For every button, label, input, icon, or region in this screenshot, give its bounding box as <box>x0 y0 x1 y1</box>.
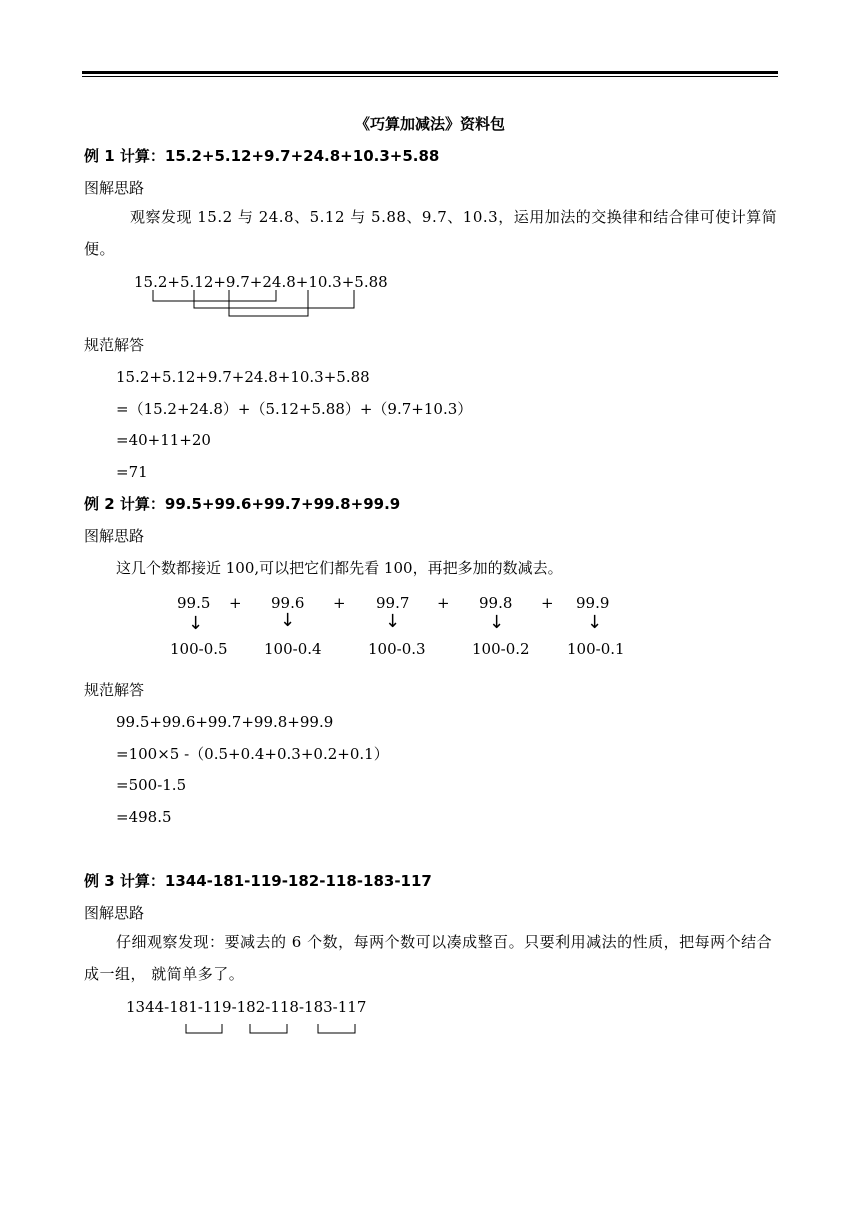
down-arrow-icon: ↓ <box>385 611 401 632</box>
example-2-heading: 例 2 计算：99.5+99.6+99.7+99.8+99.9 <box>84 495 401 513</box>
example-2-top-number: 99.9 <box>576 594 610 612</box>
example-2-step: =500-1.5 <box>116 776 187 794</box>
example-2-answer-label: 规范解答 <box>84 681 145 699</box>
example-2-step: =100×5 -（0.5+0.4+0.3+0.2+0.1） <box>116 745 389 763</box>
example-2-plus: + <box>437 594 450 612</box>
example-2-top-number: 99.6 <box>271 594 305 612</box>
example-1-heading: 例 1 计算：15.2+5.12+9.7+24.8+10.3+5.88 <box>84 147 440 165</box>
example-2-bottom-expr: 100-0.4 <box>264 640 322 658</box>
bracket-183-117 <box>318 1024 355 1033</box>
down-arrow-icon: ↓ <box>587 612 603 633</box>
example-1-think-text: 观察发现 15.2 与 24.8、5.12 与 5.88、9.7、10.3，运用加法的交换律和结合律可使计算简便。 <box>84 208 778 258</box>
example-2-bottom-expr: 100-0.2 <box>472 640 530 658</box>
bracket-181-119 <box>186 1024 222 1033</box>
example-2-plus: + <box>541 594 554 612</box>
down-arrow-icon: ↓ <box>489 612 505 633</box>
example-1-think-label: 图解思路 <box>84 179 145 197</box>
example-2-step: 99.5+99.6+99.7+99.8+99.9 <box>116 713 334 731</box>
example-2-plus: + <box>333 594 346 612</box>
down-arrow-icon: ↓ <box>188 613 204 634</box>
example-2-top-number: 99.5 <box>177 594 211 612</box>
example-3-heading: 例 3 计算：1344-181-119-182-118-183-117 <box>84 872 432 890</box>
example-1-step: =（15.2+24.8）+（5.12+5.88）+（9.7+10.3） <box>116 400 473 418</box>
example-2-step: =498.5 <box>116 808 172 826</box>
example-2-top-number: 99.8 <box>479 594 513 612</box>
example-3-think-label: 图解思路 <box>84 904 145 922</box>
example-2-bottom-expr: 100-0.5 <box>170 640 228 658</box>
example-2-bottom-expr: 100-0.3 <box>368 640 426 658</box>
example-2-top-number: 99.7 <box>376 594 410 612</box>
bracket-182-118 <box>250 1024 287 1033</box>
example-1-step: 15.2+5.12+9.7+24.8+10.3+5.88 <box>116 368 370 386</box>
example-1-answer-label: 规范解答 <box>84 336 145 354</box>
example-3-think-text: 仔细观察发现：要减去的 6 个数，每两个数可以凑成整百。只要利用减法的性质，把每两个结合成一组， 就简单多了。 <box>84 933 773 983</box>
down-arrow-icon: ↓ <box>280 610 296 631</box>
example-1-step: =71 <box>116 463 148 481</box>
example-1-step: =40+11+20 <box>116 431 211 449</box>
example-2-think-text: 这几个数都接近 100,可以把它们都先看 100，再把多加的数减去。 <box>116 559 563 577</box>
page-title: 《巧算加减法》资料包 <box>354 115 505 133</box>
example-2-think-label: 图解思路 <box>84 527 145 545</box>
example-2-plus: + <box>229 594 242 612</box>
example-3-diagram-expression: 1344-181-119-182-118-183-117 <box>126 998 367 1016</box>
example-1-diagram-expression: 15.2+5.12+9.7+24.8+10.3+5.88 <box>134 273 388 291</box>
example-2-bottom-expr: 100-0.1 <box>567 640 625 658</box>
